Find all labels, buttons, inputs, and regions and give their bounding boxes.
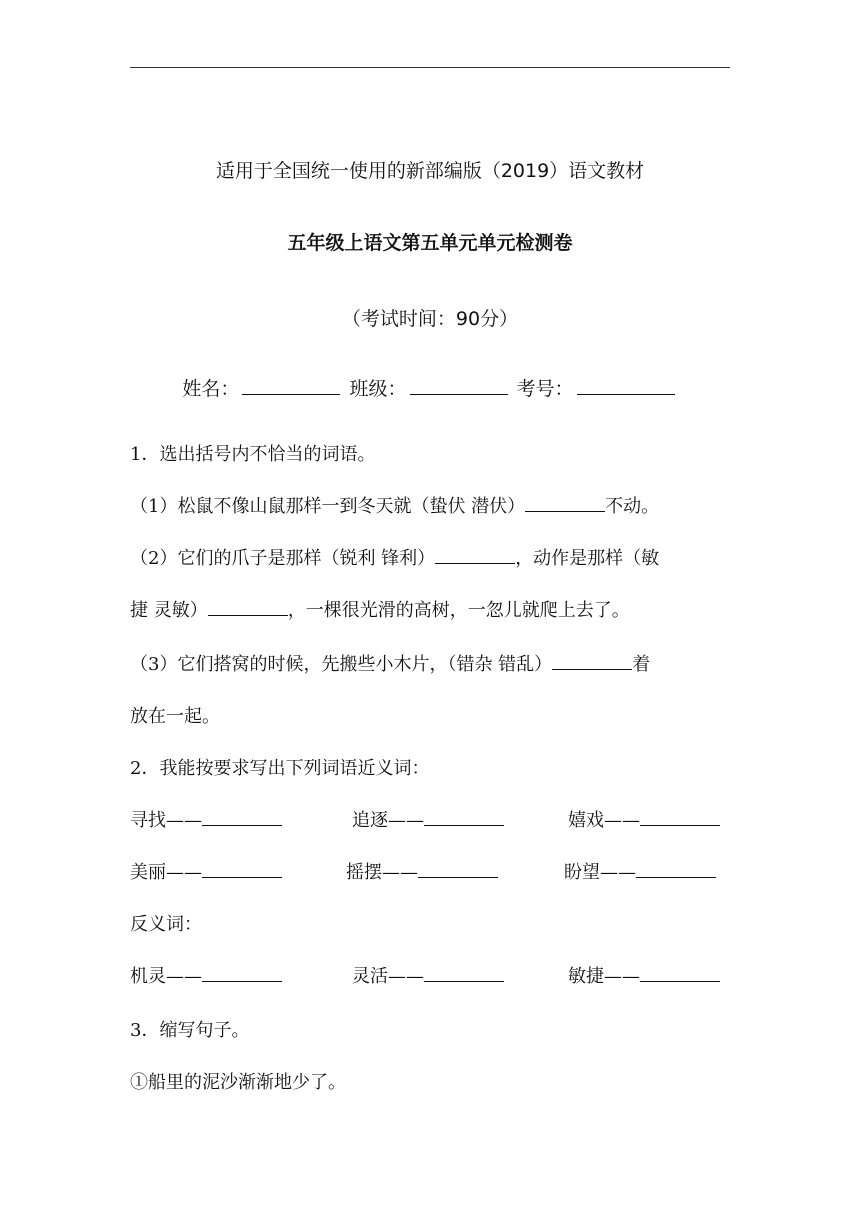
q1-item2-blank-1[interactable] [435, 545, 515, 564]
answer-blank[interactable] [202, 859, 282, 878]
q1-item2-mid: ，动作是那样（敏 [515, 548, 660, 569]
number-label: 考号： [516, 378, 574, 400]
word-label: 追逐—— [352, 810, 424, 831]
class-label: 班级： [349, 378, 407, 400]
question-1-item-3 [130, 650, 730, 676]
q1-item2-cont-text: 捷 灵敏） [130, 600, 208, 621]
q1-item2-tail: ，一棵很光滑的高树，一忽儿就爬上去了。 [287, 600, 630, 621]
word-label: 嬉戏—— [568, 810, 640, 831]
word-label: 敏捷—— [568, 966, 640, 987]
word-label: 摇摆—— [346, 862, 418, 883]
answer-blank[interactable] [640, 807, 720, 826]
question-2-prompt: 2．我能按要求写出下列词语近义词： [130, 758, 430, 779]
q1-item3-mid: 着 [632, 654, 651, 675]
antonym-label: 反义词： [130, 914, 202, 935]
answer-blank[interactable] [202, 807, 282, 826]
word-label: 盼望—— [564, 862, 636, 883]
question-3-item-1: ①船里的泥沙渐渐地少了。 [130, 1072, 346, 1093]
word-label: 灵活—— [352, 966, 424, 987]
page-subtitle: 适用于全国统一使用的新部编版（2019）语文教材 [215, 160, 645, 182]
student-info [0, 374, 860, 401]
number-blank[interactable] [577, 376, 675, 395]
word-label: 机灵—— [130, 966, 202, 987]
question-1-item-2 [130, 544, 730, 570]
class-blank[interactable] [410, 376, 508, 395]
name-blank[interactable] [242, 376, 340, 395]
question-1-item-1 [130, 492, 730, 518]
q1-item2-text: （2）它们的爪子是那样（锐利 锋利） [130, 548, 436, 569]
q1-item1-text: （1）松鼠不像山鼠那样一到冬天就（蛰伏 潜伏） [130, 496, 526, 517]
answer-blank[interactable] [640, 963, 720, 982]
word-label: 美丽—— [130, 862, 202, 883]
page-title: 五年级上语文第五单元单元检测卷 [287, 232, 573, 254]
answer-blank[interactable] [636, 859, 716, 878]
answer-blank[interactable] [424, 963, 504, 982]
q1-item2-blank-2[interactable] [208, 597, 288, 616]
question-1-item-2-cont [130, 596, 730, 622]
question-1-item-3-cont: 放在一起。 [130, 706, 220, 727]
exam-time: （考试时间：90分） [341, 308, 519, 330]
word-label: 寻找—— [130, 810, 202, 831]
q1-item1-tail: 不动。 [605, 496, 660, 517]
header-rule [130, 67, 730, 68]
answer-blank[interactable] [418, 859, 498, 878]
q1-item1-blank[interactable] [525, 493, 605, 512]
q1-item3-blank[interactable] [552, 651, 632, 670]
q1-item3-text: （3）它们搭窝的时候，先搬些小木片，（错杂 错乱） [130, 654, 553, 675]
name-label: 姓名： [182, 378, 240, 400]
answer-blank[interactable] [424, 807, 504, 826]
question-1-prompt: 1．选出括号内不恰当的词语。 [130, 444, 376, 465]
question-3-prompt: 3．缩写句子。 [130, 1020, 250, 1041]
answer-blank[interactable] [202, 963, 282, 982]
